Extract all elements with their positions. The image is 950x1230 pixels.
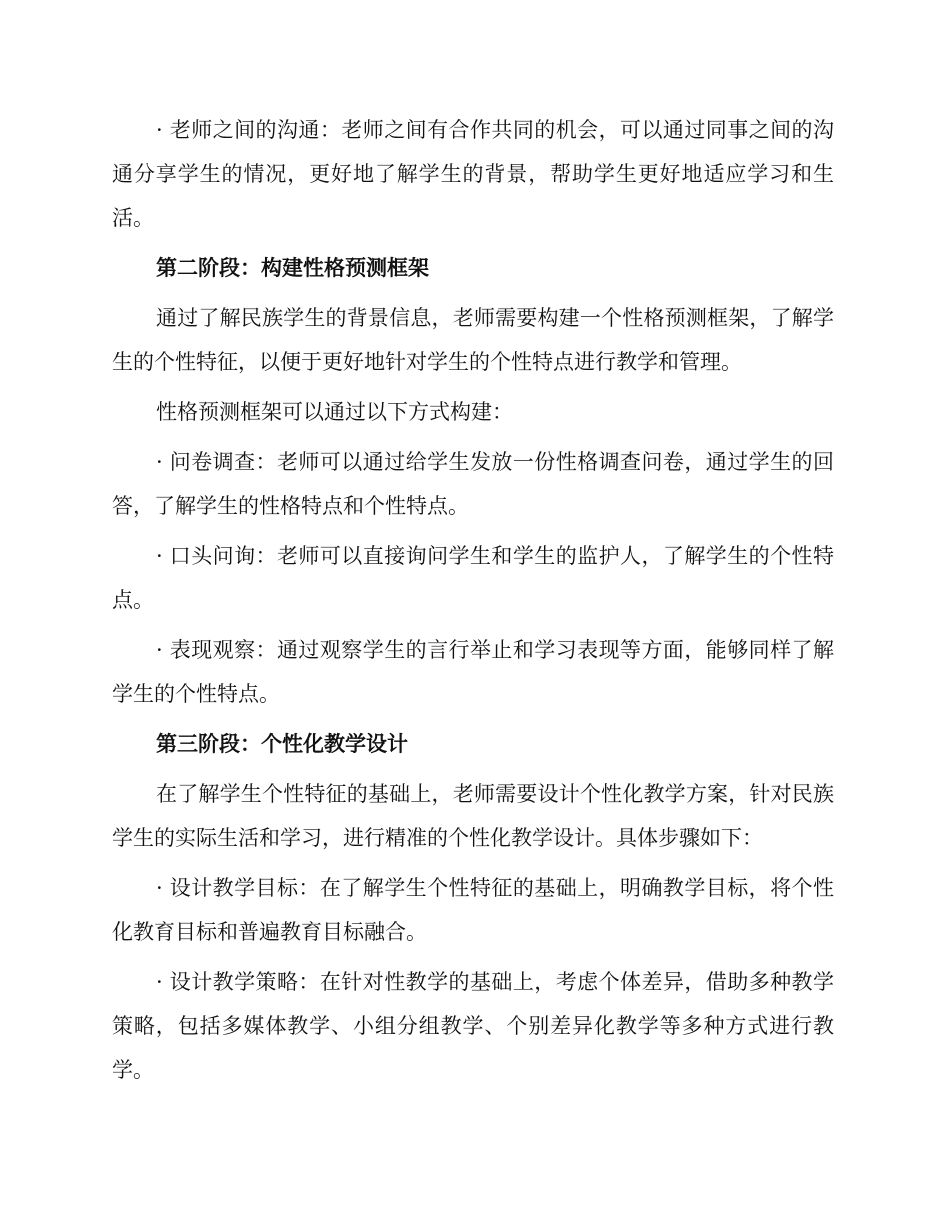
paragraph-questionnaire: · 问卷调查：老师可以通过给学生发放一份性格调查问卷，通过学生的回答，了解学生的性格特点和个性特点。 [112, 450, 834, 518]
paragraph-stage-two-intro: 通过了解民族学生的背景信息，老师需要构建一个性格预测框架，了解学生的个性特征，以便于更好地针对学生的个性特点进行教学和管理。 [112, 306, 834, 374]
paragraph-teaching-strategies: · 设计教学策略：在针对性教学的基础上，考虑个体差异，借助多种教学策略，包括多媒体教学、小组分组教学、个别差异化教学等多种方式进行教学。 [112, 970, 834, 1082]
section-heading-stage-three: 第三阶段：个性化教学设计 [156, 731, 408, 756]
paragraph-framework-methods: 性格预测框架可以通过以下方式构建： [156, 400, 513, 424]
paragraph-teacher-communication: · 老师之间的沟通：老师之间有合作共同的机会，可以通过同事之间的沟通分享学生的情况，更好地了解学生的背景，帮助学生更好地适应学习和生活。 [112, 118, 834, 230]
paragraph-stage-three-intro: 在了解学生个性特征的基础上，老师需要设计个性化教学方案，针对民族学生的实际生活和学习，进行精准的个性化教学设计。具体步骤如下： [112, 782, 834, 850]
section-heading-stage-two: 第二阶段：构建性格预测框架 [156, 255, 429, 280]
document-page [112, 108, 834, 1098]
paragraph-teaching-goals: · 设计教学目标：在了解学生个性特征的基础上，明确教学目标，将个性化教育目标和普遍教育目标融合。 [112, 876, 834, 944]
paragraph-observation: · 表现观察：通过观察学生的言行举止和学习表现等方面，能够同样了解学生的个性特点。 [112, 638, 834, 706]
paragraph-oral-inquiry: · 口头问询：老师可以直接询问学生和学生的监护人，了解学生的个性特点。 [112, 544, 834, 612]
